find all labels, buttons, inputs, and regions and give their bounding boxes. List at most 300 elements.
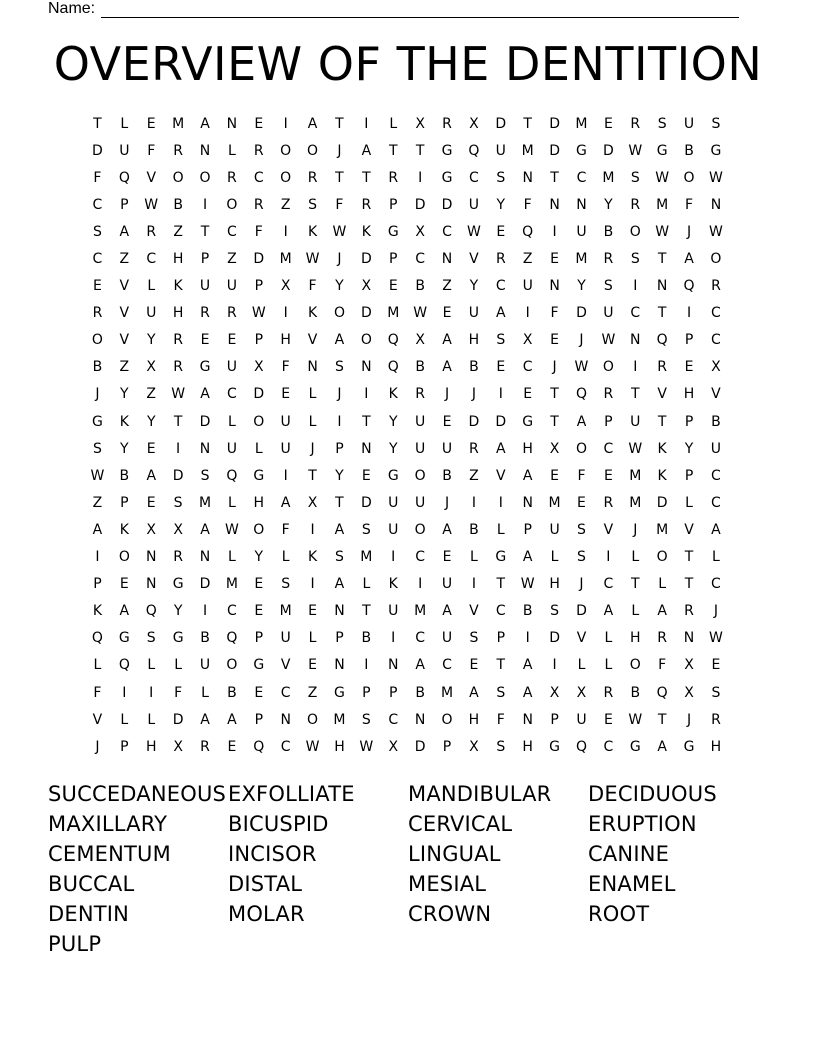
grid-letter: R bbox=[173, 359, 183, 376]
grid-letter: S bbox=[496, 684, 506, 701]
grid-letter: R bbox=[307, 169, 318, 186]
grid-letter: L bbox=[389, 115, 398, 132]
grid-letter: R bbox=[711, 278, 721, 295]
grid-letter: S bbox=[550, 603, 560, 620]
grid-letter: F bbox=[93, 169, 102, 186]
grid-letter: C bbox=[630, 305, 641, 322]
grid-letter: K bbox=[119, 521, 129, 538]
grid-letter: W bbox=[305, 738, 320, 755]
grid-letter: C bbox=[415, 251, 426, 268]
grid-letter: A bbox=[442, 332, 452, 349]
grid-letter: P bbox=[254, 711, 264, 728]
grid-letter: U bbox=[280, 630, 291, 647]
grid-letter: J bbox=[444, 494, 450, 511]
grid-letter: I bbox=[391, 549, 396, 566]
grid-letter: H bbox=[549, 576, 560, 593]
grid-letter: M bbox=[414, 603, 427, 620]
grid-letter: M bbox=[198, 494, 212, 511]
grid-letter: X bbox=[549, 440, 560, 457]
grid-letter: F bbox=[174, 684, 183, 701]
grid-letter: A bbox=[227, 711, 237, 728]
grid-letter: I bbox=[606, 549, 611, 566]
grid-letter: L bbox=[577, 657, 586, 674]
grid-letter: D bbox=[549, 630, 560, 647]
grid-letter: P bbox=[684, 332, 694, 349]
grid-letter: M bbox=[225, 576, 238, 593]
grid-letter: V bbox=[711, 386, 721, 403]
grid-letter: H bbox=[334, 738, 345, 755]
grid-letter: J bbox=[552, 359, 557, 376]
grid-letter: Q bbox=[468, 142, 480, 159]
grid-letter: B bbox=[119, 467, 130, 484]
grid-letter: U bbox=[226, 278, 238, 295]
grid-letter: R bbox=[253, 196, 264, 213]
grid-letter: E bbox=[388, 278, 398, 295]
grid-letter: D bbox=[199, 576, 211, 593]
grid-letter: L bbox=[201, 684, 209, 701]
grid-letter: E bbox=[254, 115, 264, 132]
grid-letter: A bbox=[200, 115, 210, 132]
grid-letter: E bbox=[146, 440, 156, 457]
grid-letter: L bbox=[147, 657, 156, 674]
grid-letter: X bbox=[469, 115, 479, 132]
grid-letter: X bbox=[173, 521, 183, 538]
grid-letter: P bbox=[335, 630, 344, 647]
grid-letter: R bbox=[388, 169, 399, 186]
grid-letter: I bbox=[202, 196, 208, 213]
grid-letter: D bbox=[495, 115, 507, 132]
grid-letter: Y bbox=[120, 440, 129, 457]
grid-letter: I bbox=[337, 413, 342, 430]
grid-letter: A bbox=[415, 657, 425, 674]
grid-letter: C bbox=[576, 169, 587, 186]
grid-letter: I bbox=[391, 630, 396, 647]
grid-letter: E bbox=[227, 332, 237, 349]
grid-letter: B bbox=[361, 630, 372, 647]
grid-letter: M bbox=[575, 115, 588, 132]
grid-letter: W bbox=[171, 386, 186, 403]
grid-letter: E bbox=[603, 711, 613, 728]
word-list-item: DENTIN bbox=[48, 902, 130, 926]
grid-letter: L bbox=[120, 711, 129, 728]
grid-letter: O bbox=[253, 413, 265, 430]
grid-letter: Q bbox=[118, 169, 130, 186]
grid-letter: R bbox=[711, 711, 721, 728]
grid-letter: A bbox=[603, 603, 614, 620]
grid-letter: D bbox=[360, 251, 372, 268]
grid-letter: T bbox=[523, 115, 532, 132]
grid-letter: R bbox=[603, 494, 614, 511]
grid-letter: M bbox=[575, 251, 588, 268]
grid-letter: M bbox=[629, 467, 642, 484]
grid-letter: D bbox=[414, 738, 426, 755]
grid-letter: G bbox=[549, 738, 561, 755]
grid-letter: X bbox=[146, 521, 157, 538]
grid-letter: E bbox=[119, 576, 129, 593]
grid-letter: P bbox=[389, 196, 398, 213]
grid-letter: W bbox=[90, 467, 105, 484]
grid-letter: E bbox=[227, 738, 237, 755]
grid-letter: J bbox=[310, 440, 315, 457]
grid-letter: C bbox=[92, 196, 103, 213]
grid-letter: D bbox=[656, 494, 668, 511]
grid-letter: T bbox=[173, 413, 183, 430]
grid-letter: Q bbox=[683, 278, 695, 295]
grid-letter: Z bbox=[227, 251, 237, 268]
grid-letter: N bbox=[710, 196, 722, 213]
grid-letter: A bbox=[442, 359, 452, 376]
grid-letter: O bbox=[414, 467, 426, 484]
grid-letter: W bbox=[655, 223, 670, 240]
grid-letter: E bbox=[254, 684, 264, 701]
grid-letter: I bbox=[633, 278, 638, 295]
grid-letter: D bbox=[576, 305, 587, 322]
word-list-item: CEMENTUM bbox=[48, 842, 171, 866]
grid-letter: I bbox=[364, 386, 369, 403]
grid-letter: H bbox=[172, 305, 184, 322]
grid-letter: T bbox=[335, 115, 344, 132]
grid-letter: T bbox=[630, 386, 640, 403]
grid-letter: N bbox=[334, 603, 345, 620]
grid-letter: P bbox=[523, 521, 532, 538]
word-list-item: ROOT bbox=[588, 902, 650, 926]
grid-letter: N bbox=[334, 657, 345, 674]
grid-letter: S bbox=[361, 711, 371, 728]
grid-letter: C bbox=[711, 332, 721, 349]
word-search-grid bbox=[84, 110, 729, 760]
grid-letter: U bbox=[280, 413, 291, 430]
grid-letter: L bbox=[308, 413, 317, 430]
grid-letter: A bbox=[469, 684, 479, 701]
grid-letter: R bbox=[657, 630, 668, 647]
grid-letter: U bbox=[495, 142, 506, 159]
grid-letter: U bbox=[576, 223, 587, 240]
grid-letter: O bbox=[656, 549, 668, 566]
grid-letter: S bbox=[657, 115, 667, 132]
grid-letter: D bbox=[172, 711, 184, 728]
grid-letter: L bbox=[281, 549, 290, 566]
grid-letter: H bbox=[468, 711, 480, 728]
grid-letter: N bbox=[145, 549, 157, 566]
grid-letter: W bbox=[359, 738, 374, 755]
grid-letter: B bbox=[469, 521, 479, 538]
grid-letter: G bbox=[576, 142, 587, 159]
grid-letter: V bbox=[684, 521, 694, 538]
grid-letter: O bbox=[226, 657, 238, 674]
grid-letter: O bbox=[360, 332, 372, 349]
grid-letter: D bbox=[360, 494, 372, 511]
grid-letter: Z bbox=[280, 196, 291, 213]
grid-letter: L bbox=[658, 576, 667, 593]
grid-letter: J bbox=[444, 386, 450, 403]
grid-letter: P bbox=[335, 440, 344, 457]
grid-letter: Q bbox=[656, 684, 668, 701]
grid-letter: V bbox=[603, 521, 614, 538]
grid-letter: D bbox=[92, 142, 103, 159]
grid-letter: G bbox=[656, 142, 668, 159]
grid-letter: A bbox=[442, 521, 452, 538]
grid-letter: F bbox=[335, 196, 344, 213]
grid-letter: I bbox=[283, 115, 288, 132]
grid-letter: H bbox=[172, 251, 184, 268]
grid-letter: S bbox=[577, 521, 586, 538]
word-list bbox=[48, 779, 768, 959]
grid-letter: S bbox=[630, 251, 640, 268]
grid-letter: E bbox=[550, 467, 560, 484]
grid-letter: E bbox=[93, 278, 102, 295]
grid-letter: S bbox=[146, 630, 156, 647]
grid-letter: N bbox=[199, 440, 211, 457]
grid-letter: Z bbox=[173, 223, 183, 240]
grid-letter: V bbox=[576, 630, 587, 647]
grid-letter: P bbox=[362, 684, 371, 701]
grid-letter: G bbox=[253, 657, 265, 674]
grid-letter: M bbox=[279, 251, 292, 268]
grid-letter: B bbox=[415, 359, 425, 376]
grid-letter: P bbox=[93, 576, 102, 593]
grid-letter: J bbox=[337, 386, 342, 403]
grid-letter: T bbox=[362, 413, 371, 430]
grid-letter: P bbox=[496, 630, 506, 647]
grid-letter: T bbox=[657, 711, 667, 728]
grid-letter: B bbox=[630, 684, 641, 701]
grid-letter: T bbox=[550, 169, 559, 186]
grid-letter: H bbox=[253, 494, 265, 511]
word-list-item: DECIDUOUS bbox=[588, 782, 717, 806]
grid-letter: U bbox=[415, 494, 426, 511]
grid-letter: P bbox=[254, 278, 264, 295]
grid-letter: N bbox=[199, 142, 211, 159]
grid-letter: W bbox=[305, 251, 320, 268]
grid-letter: N bbox=[522, 169, 533, 186]
grid-letter: O bbox=[253, 521, 265, 538]
name-field[interactable] bbox=[48, 0, 739, 18]
grid-letter: C bbox=[388, 711, 399, 728]
grid-letter: I bbox=[176, 440, 181, 457]
grid-letter: F bbox=[658, 657, 667, 674]
grid-letter: F bbox=[281, 359, 290, 376]
grid-letter: A bbox=[280, 494, 291, 511]
grid-letter: E bbox=[308, 603, 317, 620]
grid-letter: O bbox=[307, 711, 319, 728]
grid-letter: X bbox=[415, 332, 425, 349]
grid-letter: E bbox=[603, 467, 613, 484]
grid-letter: S bbox=[308, 196, 318, 213]
grid-letter: D bbox=[576, 603, 587, 620]
grid-letter: I bbox=[95, 549, 100, 566]
grid-letter: C bbox=[603, 738, 614, 755]
grid-letter: R bbox=[603, 684, 614, 701]
grid-letter: O bbox=[414, 521, 426, 538]
grid-letter: C bbox=[92, 251, 103, 268]
grid-letter: W bbox=[628, 142, 643, 159]
word-list-item: MANDIBULAR bbox=[408, 782, 552, 806]
grid-letter: B bbox=[522, 603, 533, 620]
grid-letter: A bbox=[361, 142, 372, 159]
grid-letter: L bbox=[631, 603, 640, 620]
grid-letter: B bbox=[442, 467, 452, 484]
grid-letter: U bbox=[146, 305, 157, 322]
grid-letter: E bbox=[146, 494, 156, 511]
grid-letter: X bbox=[253, 359, 264, 376]
grid-letter: E bbox=[523, 386, 533, 403]
grid-letter: L bbox=[308, 630, 317, 647]
grid-letter: X bbox=[684, 657, 694, 674]
grid-letter: E bbox=[281, 386, 291, 403]
grid-letter: D bbox=[602, 142, 614, 159]
grid-letter: L bbox=[227, 494, 236, 511]
grid-letter: T bbox=[657, 413, 667, 430]
grid-letter: U bbox=[415, 413, 426, 430]
grid-letter: G bbox=[387, 223, 399, 240]
grid-letter: M bbox=[548, 494, 561, 511]
grid-letter: O bbox=[172, 169, 184, 186]
grid-letter: P bbox=[120, 494, 129, 511]
grid-letter: S bbox=[173, 494, 183, 511]
grid-letter: H bbox=[522, 440, 533, 457]
grid-letter: C bbox=[711, 305, 721, 322]
grid-letter: Y bbox=[335, 467, 344, 484]
grid-letter: D bbox=[441, 196, 453, 213]
grid-letter: B bbox=[603, 223, 614, 240]
grid-letter: Z bbox=[92, 494, 103, 511]
grid-letter: B bbox=[684, 142, 694, 159]
grid-letter: A bbox=[522, 657, 533, 674]
grid-letter: P bbox=[389, 251, 398, 268]
word-list-item: CANINE bbox=[588, 842, 670, 866]
grid-letter: Y bbox=[146, 413, 156, 430]
word-list-item: MAXILLARY bbox=[48, 812, 168, 836]
grid-letter: N bbox=[576, 196, 587, 213]
grid-letter: Z bbox=[469, 467, 479, 484]
grid-letter: X bbox=[146, 359, 157, 376]
grid-letter: Y bbox=[388, 440, 398, 457]
grid-letter: E bbox=[442, 413, 452, 430]
grid-letter: A bbox=[334, 576, 345, 593]
grid-letter: I bbox=[552, 223, 557, 240]
grid-letter: J bbox=[471, 386, 476, 403]
word-list-item: MOLAR bbox=[228, 902, 305, 926]
grid-letter: O bbox=[333, 305, 345, 322]
grid-letter: W bbox=[655, 169, 670, 186]
grid-letter: I bbox=[552, 657, 557, 674]
grid-letter: P bbox=[684, 413, 694, 430]
grid-letter: F bbox=[523, 196, 532, 213]
grid-letter: T bbox=[496, 576, 506, 593]
grid-letter: H bbox=[683, 386, 695, 403]
grid-letter: S bbox=[496, 738, 506, 755]
grid-letter: Y bbox=[120, 386, 129, 403]
grid-letter: Y bbox=[388, 413, 398, 430]
grid-letter: R bbox=[495, 251, 506, 268]
grid-letter: G bbox=[172, 576, 184, 593]
grid-letter: Q bbox=[656, 332, 668, 349]
grid-letter: Y bbox=[146, 332, 156, 349]
grid-letter: W bbox=[251, 305, 266, 322]
grid-letter: I bbox=[122, 684, 127, 701]
grid-letter: T bbox=[496, 657, 506, 674]
grid-letter: T bbox=[200, 223, 210, 240]
grid-letter: H bbox=[522, 738, 533, 755]
grid-letter: N bbox=[522, 494, 533, 511]
grid-letter: U bbox=[388, 603, 399, 620]
grid-letter: T bbox=[657, 305, 667, 322]
grid-letter: I bbox=[364, 657, 369, 674]
grid-letter: B bbox=[92, 359, 103, 376]
grid-letter: K bbox=[307, 305, 318, 322]
grid-letter: L bbox=[470, 549, 478, 566]
grid-letter: A bbox=[200, 386, 210, 403]
grid-letter: A bbox=[657, 603, 667, 620]
grid-letter: F bbox=[93, 684, 102, 701]
grid-letter: A bbox=[92, 521, 103, 538]
grid-letter: U bbox=[468, 196, 480, 213]
grid-letter: O bbox=[199, 169, 211, 186]
grid-letter: Q bbox=[91, 630, 103, 647]
grid-letter: C bbox=[603, 440, 614, 457]
word-list-item: BUCCAL bbox=[48, 872, 135, 896]
grid-letter: D bbox=[495, 413, 507, 430]
grid-letter: A bbox=[119, 223, 130, 240]
grid-letter: C bbox=[227, 603, 237, 620]
grid-letter: W bbox=[574, 359, 589, 376]
grid-letter: U bbox=[603, 305, 614, 322]
grid-letter: R bbox=[469, 440, 479, 457]
grid-letter: C bbox=[280, 684, 291, 701]
grid-letter: A bbox=[711, 521, 721, 538]
grid-letter: H bbox=[468, 332, 480, 349]
grid-letter: G bbox=[172, 630, 184, 647]
grid-letter: Q bbox=[226, 630, 238, 647]
grid-letter: N bbox=[199, 549, 211, 566]
grid-letter: N bbox=[441, 251, 453, 268]
grid-letter: U bbox=[415, 440, 426, 457]
grid-letter: U bbox=[710, 440, 722, 457]
word-list-item: CERVICAL bbox=[408, 812, 513, 836]
page-title: OVERVIEW OF THE DENTITION bbox=[53, 37, 763, 91]
grid-letter: W bbox=[628, 711, 643, 728]
grid-letter: P bbox=[442, 738, 452, 755]
grid-letter: P bbox=[120, 738, 129, 755]
grid-letter: T bbox=[388, 142, 398, 159]
grid-letter: Y bbox=[335, 278, 344, 295]
grid-letter: S bbox=[496, 332, 506, 349]
grid-letter: J bbox=[713, 603, 718, 620]
grid-letter: T bbox=[550, 386, 559, 403]
grid-letter: U bbox=[226, 359, 238, 376]
grid-letter: R bbox=[146, 223, 157, 240]
grid-letter: M bbox=[629, 494, 642, 511]
grid-letter: M bbox=[602, 169, 615, 186]
grid-letter: X bbox=[522, 332, 533, 349]
grid-letter: Q bbox=[575, 386, 587, 403]
grid-letter: E bbox=[711, 657, 721, 674]
word-list-item: PULP bbox=[48, 932, 102, 956]
grid-letter: V bbox=[469, 251, 479, 268]
grid-letter: E bbox=[254, 603, 264, 620]
grid-letter: K bbox=[92, 603, 103, 620]
grid-letter: A bbox=[522, 467, 533, 484]
grid-letter: U bbox=[683, 115, 695, 132]
grid-letter: U bbox=[441, 440, 453, 457]
grid-letter: A bbox=[684, 251, 694, 268]
grid-letter: A bbox=[496, 440, 506, 457]
grid-letter: P bbox=[120, 196, 129, 213]
grid-letter: O bbox=[602, 359, 614, 376]
grid-letter: V bbox=[657, 386, 667, 403]
grid-letter: E bbox=[308, 657, 317, 674]
grid-letter: P bbox=[254, 332, 264, 349]
